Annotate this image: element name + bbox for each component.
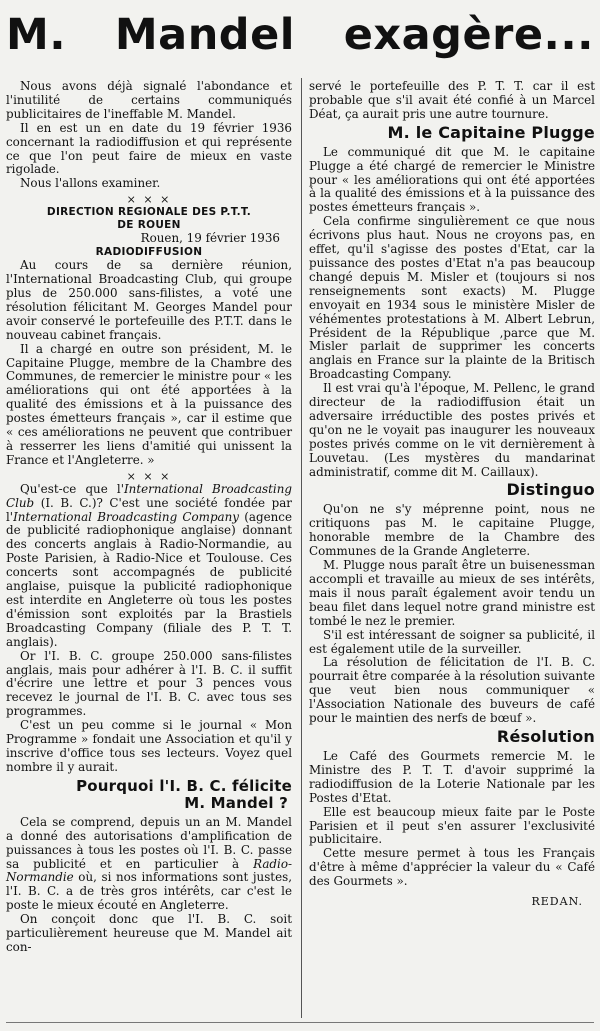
headline-word-1: M. [6,10,67,60]
distinguo-paragraph-2: M. Plugge nous paraît être un buisenessman accompli et travaille au mieux de ses intérêts, mais il nous paraît également avoir tendu un beau filet dans lequel notre grand ministre est tombé le nez le premier. [309,558,595,628]
intro-paragraph-1: Nous avons déjà signalé l'abondance et l'inutilité de certains communiqués publicitaires de l'ineffable M. Mandel. [6,79,292,121]
radio-normandie-name: Radio-Normandie [6,856,292,885]
left-column [6,80,292,955]
separator-stars: × × × [126,193,172,207]
ibc-question-paragraph: Qu'est-ce que l'International Broadcasting Club (I. B. C.)? C'est une société fondée par l'International Broadcasting Company (agence de publicité radiophonique anglaise) donnant des concerts anglais à Radio-Normandie, au Poste Parisien, à Radio-Nice et Toulouse. Ces concerts sont accompagnés de publicité anglaise, puisque la publicité radiophonique est interdite en Angleterre où tous les postes d'émission sont exploités par la Brastiels Broadcasting Company (filiale des P. T. T. anglais). [6,481,293,649]
subheading-pourquoi: Pourquoi l'I. B. C. félicite M. Mandel ? [76,776,292,812]
plugge-paragraph-3: Il est vrai qu'à l'époque, M. Pellenc, le grand directeur de la radiodiffusion était un adversaire irréductible des postes privés et qu'on ne le voyait pas inaugurer les nouveaux postes privés comme on le vit dernièrement à Louvetau. (Les mystères du mandarinat administratif, comme dit M. Caillaux). [309,381,595,479]
subheading-plugge: M. le Capitaine Plugge [387,122,595,142]
distinguo-paragraph-4: La résolution de félicitation de l'I. B. C. pourrait être comparée à la résolution suivante que veut bien nous communiquer « l'Association Nationale des buveurs de café pour le maintien des nerfs de bœuf ». [309,655,595,726]
headline-word-3: exagère... [343,10,594,60]
communique-date: Rouen, 19 février 1936 [140,231,280,246]
bottom-rule [6,1022,594,1023]
right-column [309,80,595,908]
headline [6,6,594,66]
resolution-paragraph-3: Cette mesure permet à tous les Français d'être à même d'apprécier la valeur du « Café des Gourmets ». [309,846,595,889]
intro-paragraph-3: Nous l'allons examiner. [20,176,161,191]
mon-programme-paragraph: C'est un peu comme si le journal « Mon Programme » fondait une Association et qu'il y inscrive d'office tous ses lecteurs. Voyez quel nombre il y aurait. [6,718,292,774]
distinguo-paragraph-3: S'il est intéressant de soigner sa publicité, il est également utile de la surveiller. [309,627,595,656]
on-concoit-paragraph: On conçoit donc que l'I. B. C. soit particulièrement heureuse que M. Mandel ait con- [6,912,292,954]
separator-stars-2: × × × [126,469,172,483]
ibc-company-name: International Broadcasting Company [13,509,240,524]
communique-heading-city: DE ROUEN [117,219,181,232]
plugge-paragraph-2: Cela confirme singulièrement ce que nous écrivons plus haut. Nous ne croyons pas, en effet, qu'il s'agisse des postes d'Etat, car la puissance des postes d'Etat n'a pas beaucoup changé depuis M. Misler et (toujours si nos renseignements sont exacts) M. Plugge envoyait en 1934 sous le ministère Misler de véhémentes protestations à M. Albert Lebrun, Président de la République ,parce que M. Misler parlait de supprimer les concerts anglais en France sur la plainte de la Britisch Broadcasting Company. [309,214,595,382]
ibc-club-name: International Broadcasting Club [6,481,293,510]
communique-paragraph-1: Au cours de sa dernière réunion, l'International Broadcasting Club, qui groupe plus de 250.000 sans-filistes, a voté une résolution félicitant M. Georges Mandel pour avoir conservé le portefeuille des P.T.T. dans le nouveau cabinet français. [6,258,292,342]
communique-heading-direction: DIRECTION REGIONALE DES P.T.T. [46,206,252,219]
communique-heading-radio: RADIODIFFUSION [95,246,203,259]
plugge-paragraph-1: Le communiqué dit que M. le capitaine Plugge a été chargé de remercier le Ministre pour « les améliorations qui ont été apportées à la qualité des émissions et à la puissance des postes émetteurs français ». [309,144,595,215]
distinguo-paragraph-1: Qu'on ne s'y méprenne point, nous ne critiquons pas M. le capitaine Plugge, honorable membre de la Chambre des Communes de la Grande Angleterre. [309,502,595,559]
continued-paragraph: servé le portefeuille des P. T. T. car il est probable que s'il avait été confié à un Marcel Déat, ça aurait pris une autre tournure. [309,79,595,121]
resolution-paragraph-1: Le Café des Gourmets remercie M. le Ministre des P. T. T. d'avoir supprimé la radiodiffusion de la Loterie Nationale par les Postes d'Etat. [309,748,595,805]
intro-paragraph-2: Il en est un en date du 19 février 1936 concernant la radiodiffusion et qui représente ce que l'on peut faire de mieux en vaste rigolade. [6,120,292,177]
headline-word-2: Mandel [114,10,295,60]
cela-paragraph: Cela se comprend, depuis un an M. Mandel a donné des autorisations d'amplification de puissances à tous les postes où l'I. B. C. passe sa publicité et en particulier à Radio-Normandie où, si nos informations sont justes, l'I. B. C. a de très gros intérêts, car c'est le poste le mieux écouté en Angleterre. [6,814,292,913]
ibc-membership-paragraph: Or l'I. B. C. groupe 250.000 sans-filistes anglais, mais pour adhérer à l'I. B. C. il suffit d'écrire une lettre et pour 3 pences vous recevez le journal de l'I. B. C. avec tous ses programmes. [6,648,292,719]
column-divider [301,78,302,1018]
resolution-paragraph-2: Elle est beaucoup mieux faite par le Poste Parisien et il peut s'en assurer l'exclusivité publicitaire. [309,804,595,847]
communique-paragraph-2: Il a chargé en outre son président, M. le Capitaine Plugge, membre de la Chambre des Communes, de remercier le ministre pour « les améliorations qui ont été apportées à la qualité des émissions et à la puissance des postes émetteurs français », car il estime que « ces améliorations ne peuvent que contribuer à resserrer les liens d'amitié qui unissent la France et l'Angleterre. » [6,341,292,467]
subheading-distinguo: Distinguo [506,480,595,500]
author-signature: REDAN. [531,895,583,909]
subheading-resolution: Résolution [496,726,595,746]
